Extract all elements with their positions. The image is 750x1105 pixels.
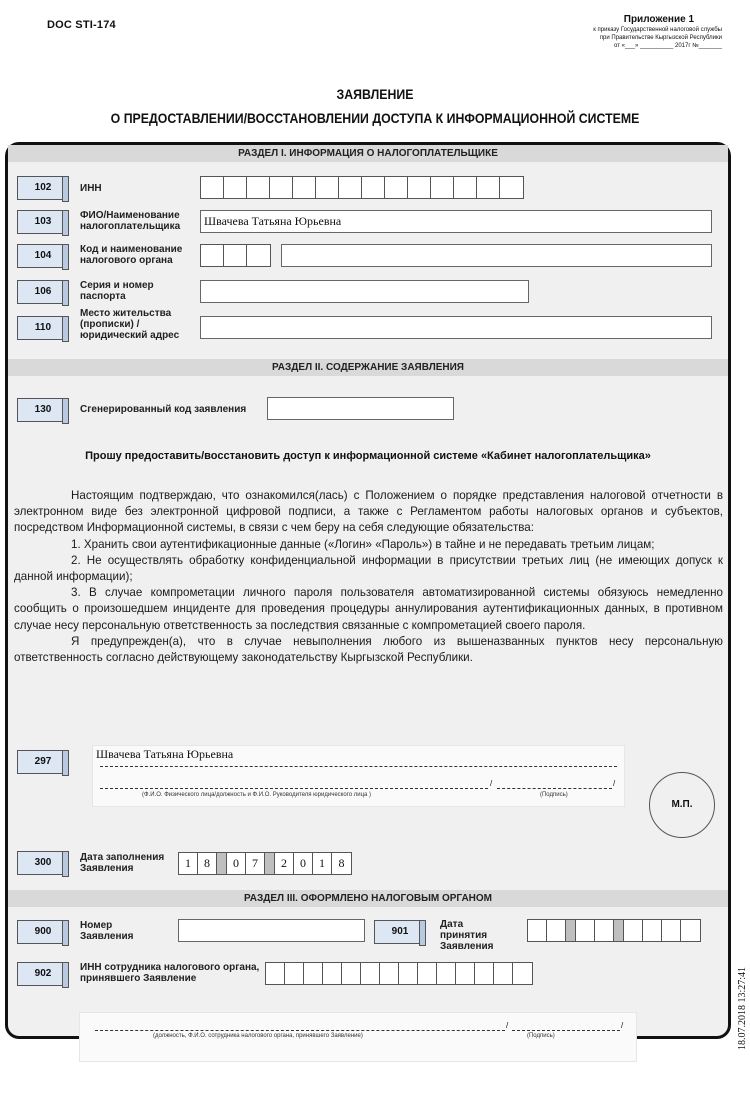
date-cell[interactable]: 8 [332, 853, 351, 874]
field-code-130: 130 [17, 398, 69, 422]
inn-cell[interactable] [339, 177, 362, 198]
section-1-heading: РАЗДЕЛ I. ИНФОРМАЦИЯ О НАЛОГОПЛАТЕЛЬЩИКЕ [8, 145, 728, 162]
inn-cell[interactable] [494, 963, 513, 984]
date-cell[interactable] [576, 920, 595, 941]
inn-cell[interactable] [477, 177, 500, 198]
intro-paragraph: Настоящим подтверждаю, что ознакомился(лась) с Положением о порядке представления налоговой отчетности в электронном виде без электронной цифровой подписи, а также с Регламентом работы налоговых органов и субъектов, посредством Информационной системы, в связи с чем беру на себя следующие обязательства: [14, 489, 723, 535]
inn-cell[interactable] [362, 177, 385, 198]
officer-name-line [95, 1030, 505, 1031]
tax-authority-name-field[interactable] [281, 244, 712, 267]
inn-cell[interactable] [408, 177, 431, 198]
field-code-902: 902 [17, 962, 69, 986]
date-cell[interactable] [643, 920, 662, 941]
date-cell[interactable]: 0 [227, 853, 246, 874]
officer-inn-cells[interactable] [265, 962, 533, 985]
slash: / [506, 1021, 509, 1030]
date-cell[interactable]: 1 [179, 853, 198, 874]
generated-code-label: Сгенерированный код заявления [80, 404, 247, 415]
field-code-300: 300 [17, 851, 69, 875]
field-code-103: 103 [17, 210, 69, 234]
signatory-name: Швачева Татьяна Юрьевна [96, 747, 234, 761]
date-cell[interactable]: 7 [246, 853, 265, 874]
slash: / [621, 1021, 624, 1030]
inn-cell[interactable] [500, 177, 523, 198]
passport-field[interactable] [200, 280, 529, 303]
signature-caption-right: (Подпись) [540, 792, 568, 798]
tax-authority-label: Код и наименование налогового органа [80, 244, 183, 266]
section-3-heading: РАЗДЕЛ III. ОФОРМЛЕНО НАЛОГОВЫМ ОРГАНОМ [8, 890, 728, 907]
inn-cell[interactable] [270, 177, 293, 198]
officer-sign-line [512, 1030, 620, 1031]
field-code-104: 104 [17, 244, 69, 268]
date-separator [566, 920, 576, 941]
accept-date-cells[interactable] [527, 919, 701, 942]
field-code-102: 102 [17, 176, 69, 200]
inn-cell[interactable] [304, 963, 323, 984]
taxpayer-name-field[interactable]: Швачева Татьяна Юрьевна [200, 210, 712, 233]
inn-cell[interactable] [475, 963, 494, 984]
tax-authority-code-cells[interactable] [200, 244, 271, 267]
inn-cell[interactable] [380, 963, 399, 984]
date-cell[interactable] [528, 920, 547, 941]
inn-cell[interactable] [323, 963, 342, 984]
inn-cell[interactable] [431, 177, 454, 198]
doc-id: DOC STI-174 [47, 19, 116, 31]
generated-code-field[interactable] [267, 397, 454, 420]
passport-label: Серия и номер паспорта [80, 280, 154, 302]
date-cell[interactable] [681, 920, 700, 941]
inn-cell[interactable] [361, 963, 380, 984]
inn-cell[interactable] [513, 963, 532, 984]
stamp-placeholder: М.П. [649, 772, 715, 838]
slash: / [613, 779, 616, 788]
field-code-900: 900 [17, 920, 69, 944]
inn-cell[interactable] [385, 177, 408, 198]
date-separator [217, 853, 227, 874]
application-number-label: Номер Заявления [80, 920, 134, 942]
section-2-heading: РАЗДЕЛ II. СОДЕРЖАНИЕ ЗАЯВЛЕНИЯ [8, 359, 728, 376]
inn-cell[interactable] [293, 177, 316, 198]
page-title: ЗАЯВЛЕНИЕ [336, 86, 414, 102]
appendix-line: при Правительстве Кыргызской Республики [599, 35, 722, 41]
tax-authority-code-cell[interactable] [201, 245, 224, 266]
officer-signature-caption: (должность, Ф.И.О. сотрудника налогового органа, принявшего Заявление) [153, 1033, 363, 1039]
date-cell[interactable] [624, 920, 643, 941]
print-timestamp: 18.07.2018 13:27:41 [737, 966, 748, 1050]
date-separator [265, 853, 275, 874]
field-code-106: 106 [17, 280, 69, 304]
inn-cell[interactable] [266, 963, 285, 984]
date-cell[interactable] [547, 920, 566, 941]
inn-cell[interactable] [456, 963, 475, 984]
field-code-901: 901 [374, 920, 426, 944]
date-cell[interactable] [595, 920, 614, 941]
inn-cell[interactable] [399, 963, 418, 984]
application-number-field[interactable] [178, 919, 365, 942]
officer-signature-caption-right: (Подпись) [527, 1033, 555, 1039]
sign-line [497, 788, 612, 789]
address-field[interactable] [200, 316, 712, 339]
date-cell[interactable]: 0 [294, 853, 313, 874]
appendix-title: Приложение 1 [623, 14, 694, 25]
accept-date-label: Дата принятия Заявления [440, 919, 494, 952]
slash: / [490, 779, 493, 788]
appendix-line: от «___» __________ 2017г №_______ [613, 43, 722, 49]
inn-cell[interactable] [224, 177, 247, 198]
tax-authority-code-cell[interactable] [247, 245, 270, 266]
inn-cell[interactable] [285, 963, 304, 984]
date-cell[interactable]: 8 [198, 853, 217, 874]
warning-paragraph: Я предупрежден(а), что в случае невыполнения любого из вышеназванных пунктов несу персональную ответственность согласно действующему законодательству Кыргызской Республики. [14, 634, 723, 665]
field-code-297: 297 [17, 750, 69, 774]
inn-cell[interactable] [437, 963, 456, 984]
request-statement: Прошу предоставить/восстановить доступ к информационной системе «Кабинет налогоплательщика» [85, 450, 651, 462]
signature-caption: (Ф.И.О. Физического лица/должность и Ф.И.О. Руководителя юридического лица ) [142, 792, 372, 798]
appendix-note [522, 14, 722, 50]
date-cell[interactable]: 1 [313, 853, 332, 874]
obligation-3: 3. В случае компрометации личного пароля пользователя автоматизированной системы обязуюсь немедленно сообщить о произошедшем инциденте для проведения процедуры аннулирования аутентификационных данных, в противном случае несу персональную ответственность за последствия связанные с компрометацией своего пароля. [14, 586, 723, 632]
fill-date-label: Дата заполнения Заявления [80, 852, 165, 874]
obligation-2: 2. Не осуществлять обработку конфиденциальной информации в присутствии третьих лиц (не имеющих допуск к данной информации); [14, 553, 723, 584]
name-line [100, 788, 488, 789]
date-separator [614, 920, 624, 941]
taxpayer-name-label: ФИО/Наименование налогоплательщика [80, 210, 181, 232]
inn-label: ИНН [80, 183, 102, 194]
obligation-1: 1. Хранить свои аутентификационные данные («Логин» «Пароль») в тайне и не передавать третьим лицам; [71, 537, 655, 551]
inn-cell[interactable] [454, 177, 477, 198]
appendix-line: к приказу Государственной налоговой службы [593, 27, 722, 33]
page-subtitle: О ПРЕДОСТАВЛЕНИИ/ВОССТАНОВЛЕНИИ ДОСТУПА К ИНФОРМАЦИОННОЙ СИСТЕМЕ [110, 110, 640, 126]
address-label: Место жительства (прописки) / юридический адрес [80, 308, 180, 341]
inn-cell[interactable] [418, 963, 437, 984]
officer-inn-label: ИНН сотрудника налогового органа, принявшего Заявление [80, 962, 260, 984]
date-cell[interactable] [662, 920, 681, 941]
fill-date-cells[interactable] [178, 852, 352, 875]
field-code-110: 110 [17, 316, 69, 340]
date-cell[interactable]: 2 [275, 853, 294, 874]
inn-cell[interactable] [247, 177, 270, 198]
inn-cell[interactable] [342, 963, 361, 984]
tax-authority-code-cell[interactable] [224, 245, 247, 266]
inn-cell[interactable] [201, 177, 224, 198]
inn-cells[interactable] [200, 176, 524, 199]
signature-line [100, 766, 617, 767]
obligations-text [14, 488, 723, 666]
inn-cell[interactable] [316, 177, 339, 198]
